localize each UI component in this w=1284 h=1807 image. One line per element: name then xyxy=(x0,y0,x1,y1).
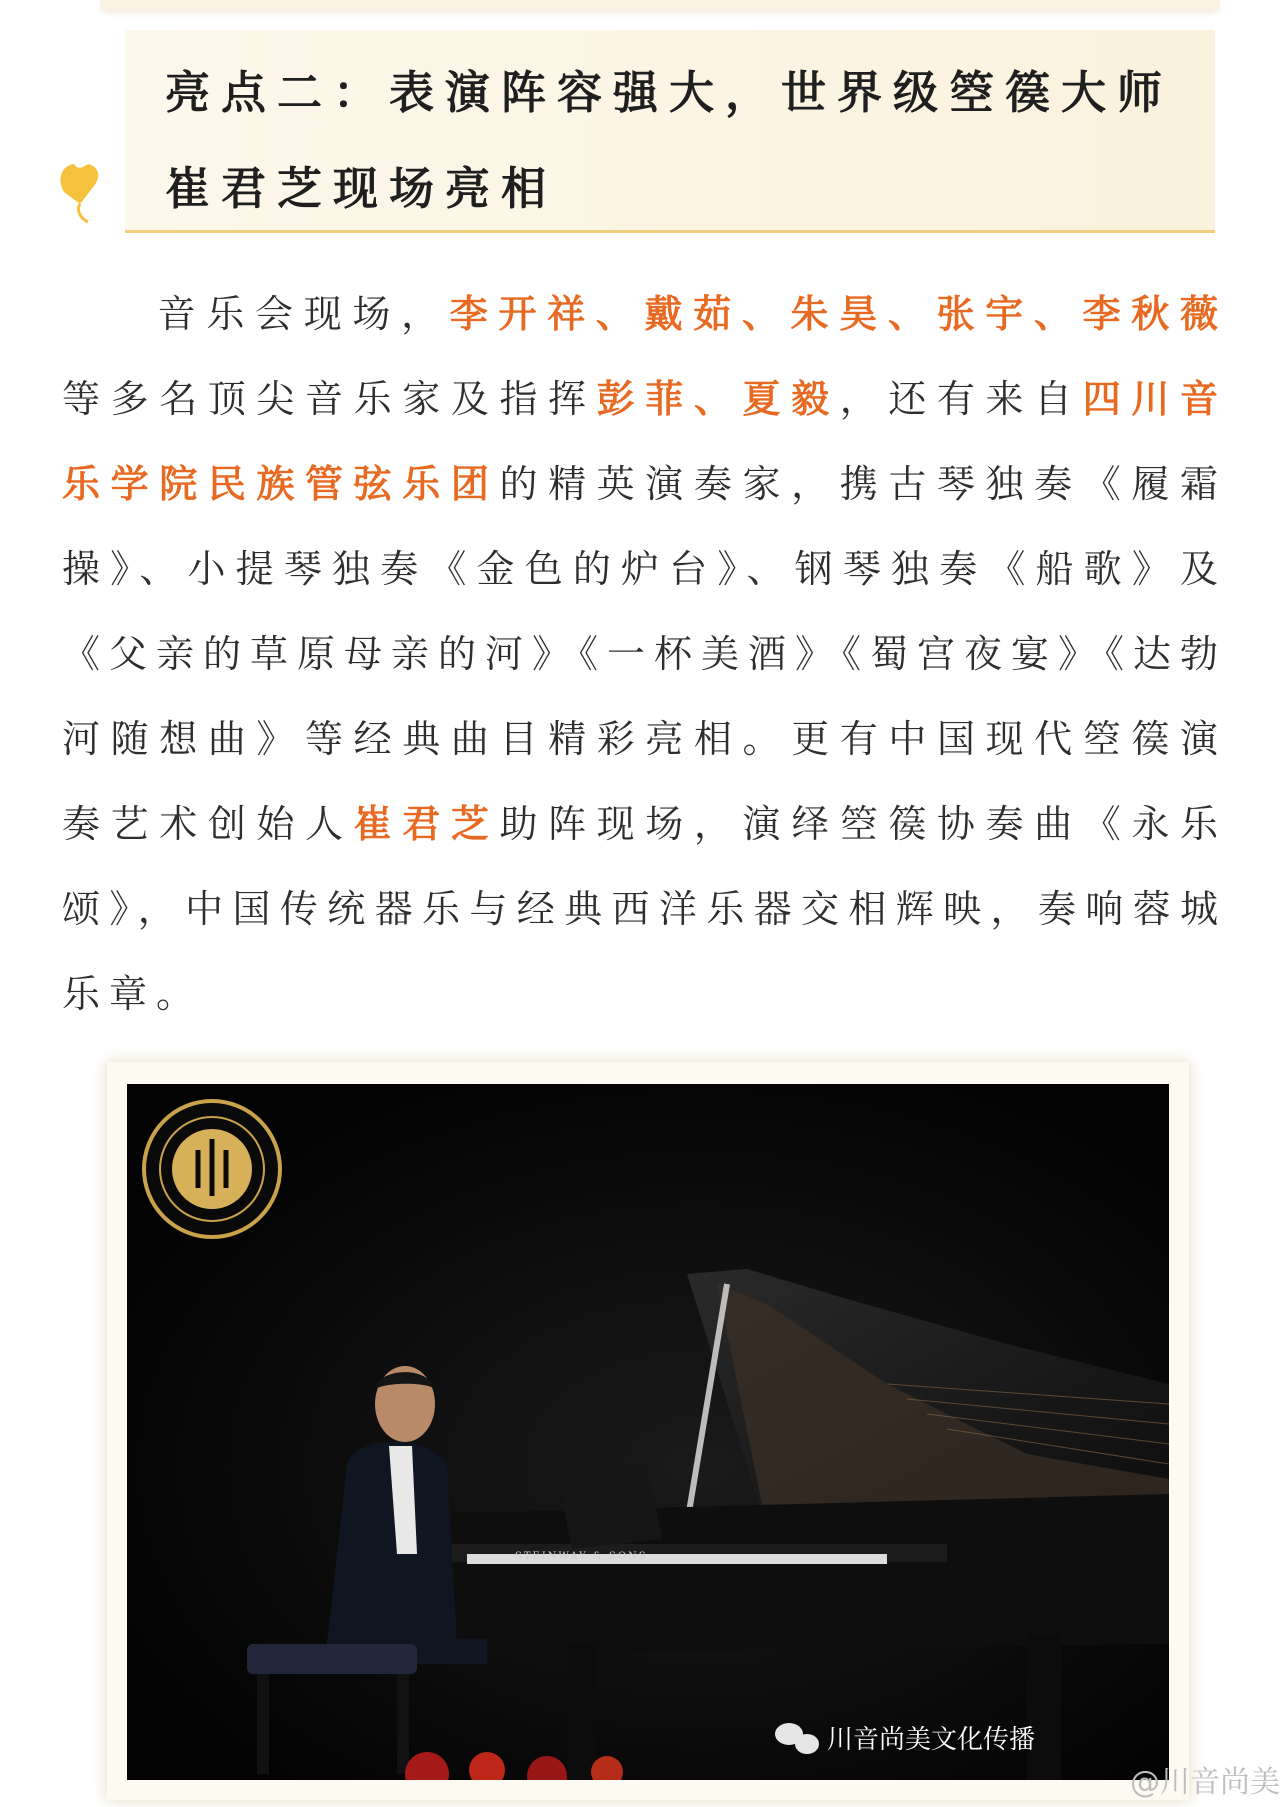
text-segment: 助阵现场，演绎箜篌协奏曲《永乐颂》，中国传统器乐与经典西洋乐器交相辉映，奏响蓉城乐章。 xyxy=(62,802,1227,1016)
section-title-box xyxy=(125,30,1215,233)
golden-hibiscus-logo xyxy=(144,1101,280,1237)
channel-caption: 川音尚美文化传播 xyxy=(827,1725,1036,1755)
highlight-konghou-master: 崔君芝 xyxy=(353,802,500,846)
highlight-conductors: 彭菲、夏毅 xyxy=(596,377,840,421)
text-segment: ，还有来自 xyxy=(839,377,1083,421)
section-title-line1: 亮点二：表演阵容强大，世界级箜篌大师 xyxy=(165,66,1174,119)
weibo-watermark: @川音尚美 xyxy=(1130,1765,1280,1800)
piano-brand-label: STEINWAY & SONS xyxy=(515,1551,648,1562)
section-title-line2: 崔君芝现场亮相 xyxy=(165,162,558,215)
highlight-orchestra: 四川音乐学院民族管弦乐团 xyxy=(62,377,1227,506)
text-segment: 的精英演奏家，携古琴独奏《履霜操》、小提琴独奏《金色的炉台》、钢琴独奏《船歌》及《父亲的草原母亲的河》《一杯美酒》《蜀宫夜宴》《达勃河随想曲》等经典曲目精彩亮相。更有中国现代箜篌演奏艺术创始人 xyxy=(62,462,1228,846)
top-decor-strip xyxy=(100,0,1220,10)
concert-photo xyxy=(127,1084,1169,1780)
article-paragraph xyxy=(62,272,1227,1037)
ginkgo-leaf-icon xyxy=(58,160,104,224)
text-segment: 音乐会现场， xyxy=(156,292,450,336)
text-segment: 等多名顶尖音乐家及指挥 xyxy=(62,377,597,421)
highlight-musicians: 李开祥、戴茹、朱昊、张宇、李秋薇 xyxy=(449,292,1227,336)
photo-frame xyxy=(107,1062,1189,1800)
